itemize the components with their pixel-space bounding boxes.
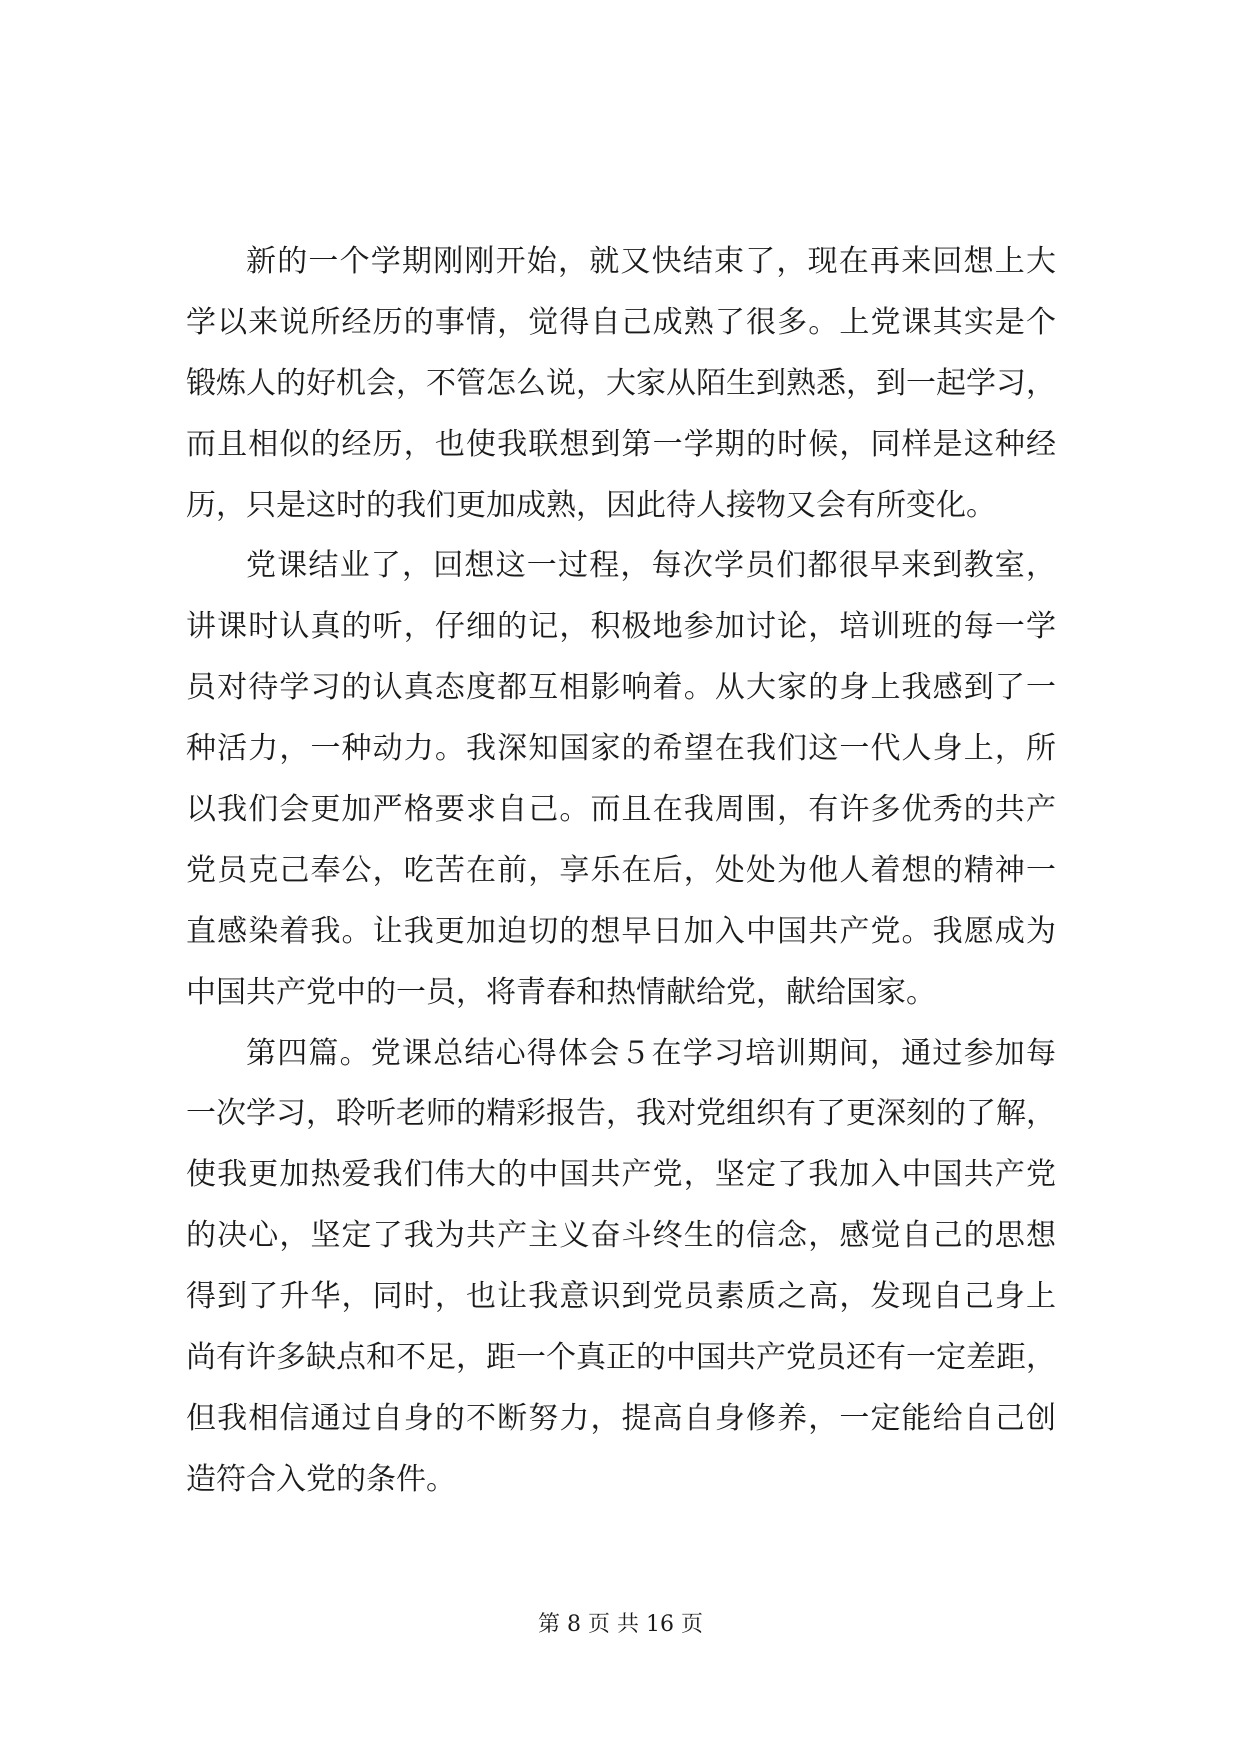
paragraph-1-line-5: 历，只是这时的我们更加成熟，因此待人接物又会有所变化。 (186, 487, 996, 523)
paragraph-3-line-2: 一次学习，聆听老师的精彩报告，我对党组织有了更深刻的了解， (186, 1096, 1056, 1132)
paragraph-3-line-3: 使我更加热爱我们伟大的中国共产党，坚定了我加入中国共产党 (186, 1157, 1056, 1193)
paragraph-3-line-1: 第四篇。党课总结心得体会５在学习培训期间，通过参加每 (246, 1035, 1056, 1071)
document-body (186, 232, 1056, 1511)
paragraph-3-line-5: 得到了升华，同时，也让我意识到党员素质之高，发现自己身上 (186, 1279, 1056, 1315)
page-number-footer: 第 8 页 共 16 页 (538, 1612, 703, 1637)
paragraph-1-line-2: 学以来说所经历的事情，觉得自己成熟了很多。上党课其实是个 (186, 304, 1056, 340)
paragraph-2-line-1: 党课结业了，回想这一过程，每次学员们都很早来到教室， (246, 548, 1056, 584)
paragraph-2-line-5: 以我们会更加严格要求自己。而且在我周围，有许多优秀的共产 (186, 792, 1056, 828)
paragraph-1-line-1: 新的一个学期刚刚开始，就又快结束了，现在再来回想上大 (246, 244, 1056, 279)
paragraph-2-line-3: 员对待学习的认真态度都互相影响着。从大家的身上我感到了一 (186, 670, 1056, 706)
paragraph-2-line-6: 党员克己奉公，吃苦在前，享乐在后，处处为他人着想的精神一 (186, 852, 1056, 888)
paragraph-2-line-8: 中国共产党中的一员，将青春和热情献给党，献给国家。 (186, 974, 936, 1010)
paragraph-3-line-4: 的决心，坚定了我为共产主义奋斗终生的信念，感觉自己的思想 (186, 1218, 1056, 1254)
paragraph-3-line-6: 尚有许多缺点和不足，距一个真正的中国共产党员还有一定差距， (186, 1340, 1056, 1376)
paragraph-2-line-2: 讲课时认真的听，仔细的记，积极地参加讨论，培训班的每一学 (186, 609, 1056, 645)
paragraph-1-line-3: 锻炼人的好机会，不管怎么说，大家从陌生到熟悉，到一起学习， (186, 365, 1056, 401)
paragraph-3-line-8: 造符合入党的条件。 (186, 1461, 456, 1497)
paragraph-3-line-7: 但我相信通过自身的不断努力，提高自身修养，一定能给自己创 (186, 1400, 1056, 1436)
paragraph-2-line-7: 直感染着我。让我更加迫切的想早日加入中国共产党。我愿成为 (186, 913, 1056, 949)
paragraph-2-line-4: 种活力，一种动力。我深知国家的希望在我们这一代人身上，所 (186, 731, 1056, 767)
paragraph-1-line-4: 而且相似的经历，也使我联想到第一学期的时候，同样是这种经 (186, 426, 1056, 462)
